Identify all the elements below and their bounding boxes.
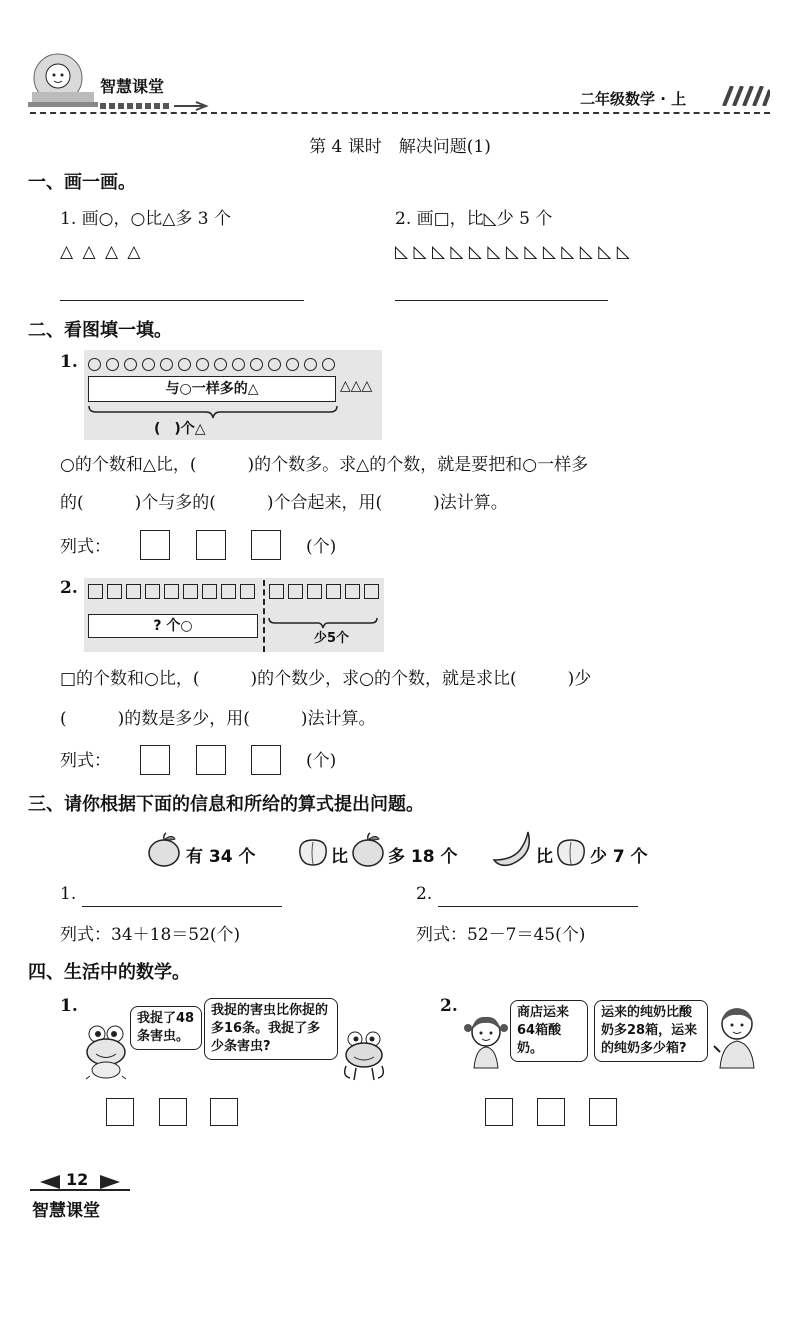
apple-icon xyxy=(146,832,182,868)
s3-info1: 有 34 个 xyxy=(186,847,256,867)
s4-q2-bubble-left: 商店运来64箱酸奶。 xyxy=(510,1000,588,1062)
s2-fig1-formula-label: 列式： xyxy=(60,537,111,557)
s1-q2-answer-line[interactable] xyxy=(395,300,608,301)
s3-q2-number: 2. xyxy=(416,884,433,904)
section-3-title: 三、请你根据下面的信息和所给的算式提出问题。 xyxy=(28,794,424,815)
apple-icon-2 xyxy=(350,832,386,868)
s2-fig1-answer-box-3[interactable] xyxy=(251,530,281,560)
s2-fig2-formula-label: 列式： xyxy=(60,751,111,771)
s2-fig2-dashed-divider xyxy=(263,580,265,652)
s4-q1-bubble-left: 我捉了48条害虫。 xyxy=(130,1006,202,1050)
s2-fig1-box: 与○一样多的△ xyxy=(88,376,336,402)
s2-fig2-number: 2. xyxy=(60,578,78,598)
s2-fig1-number: 1. xyxy=(60,352,78,372)
s1-q1-answer-line[interactable] xyxy=(60,300,304,301)
peach-icon-2 xyxy=(554,834,588,868)
header-divider xyxy=(30,112,770,114)
s2-fig2-answer-box-1[interactable] xyxy=(140,745,170,775)
s4-q1-bubble-right: 我捉的害虫比你捉的多16条。我捉了多少条害虫? xyxy=(204,998,338,1060)
s4-q2-number: 2. xyxy=(440,996,458,1016)
lesson-title: 第 4 课时 解决问题(1) xyxy=(309,137,491,157)
s2-fig2-text-line1: □的个数和○比，( )的个数少，求○的个数，就是求比( )少 xyxy=(60,669,592,689)
footer-page-number: 12 xyxy=(66,1170,89,1189)
s4-q2-answer-box-2[interactable] xyxy=(537,1098,565,1126)
s4-q2-bubble-right: 运来的纯奶比酸奶多28箱，运来的纯奶多少箱? xyxy=(594,1000,708,1062)
header-mascot xyxy=(28,52,98,108)
girl-icon xyxy=(464,1014,508,1070)
frog-right-icon xyxy=(340,1030,388,1082)
s3-info3-less: 少 7 个 xyxy=(590,847,648,867)
s3-q2-formula: 列式：52－7＝45(个) xyxy=(416,925,586,945)
header-slashes-decoration xyxy=(718,86,770,106)
header-arrow-decoration xyxy=(100,96,210,106)
s2-fig1-text-line2: 的( )个与多的( )个合起来，用( )法计算。 xyxy=(60,493,508,513)
s2-fig1-answer-box-1[interactable] xyxy=(140,530,170,560)
s3-q1-number: 1. xyxy=(60,884,77,904)
s2-fig1-brace xyxy=(88,404,338,418)
s1-q2-text: 2. 画□，比◺少 5 个 xyxy=(395,209,553,229)
s4-q2-answer-box-1[interactable] xyxy=(485,1098,513,1126)
s3-info3-compare: 比 xyxy=(536,847,553,867)
section-2-title: 二、看图填一填。 xyxy=(28,320,172,341)
s2-fig1-answer-box-2[interactable] xyxy=(196,530,226,560)
s4-q2-answer-box-3[interactable] xyxy=(589,1098,617,1126)
frog-left-icon xyxy=(84,1024,128,1080)
banana-icon xyxy=(492,830,534,870)
boy-icon xyxy=(712,1004,762,1070)
peach-icon xyxy=(296,834,330,868)
s2-fig2-box: ? 个○ xyxy=(88,614,258,638)
s3-q2-answer-line[interactable] xyxy=(438,906,638,907)
s4-q1-answer-box-1[interactable] xyxy=(106,1098,134,1126)
s3-info2-compare: 比 xyxy=(331,847,348,867)
s1-q1-text: 1. 画○，○比△多 3 个 xyxy=(60,209,231,229)
s2-fig2-unit: (个) xyxy=(306,751,337,771)
s4-q1-number: 1. xyxy=(60,996,78,1016)
section-4-title: 四、生活中的数学。 xyxy=(28,962,190,983)
s2-fig1-circles-row xyxy=(88,356,340,375)
s1-q1-triangles: △ △ △ △ xyxy=(60,242,143,262)
s2-fig2-answer-box-3[interactable] xyxy=(251,745,281,775)
footer-series-title: 智慧课堂 xyxy=(32,1201,100,1221)
s2-fig2-squares-row xyxy=(88,584,383,603)
s2-fig2-brace xyxy=(268,614,378,626)
section-1-title: 一、画一画。 xyxy=(28,172,136,193)
s2-fig2-answer-box-2[interactable] xyxy=(196,745,226,775)
s2-fig1-brace-label: ( )个△ xyxy=(154,421,206,437)
s2-fig1-extra-triangles: △△△ xyxy=(340,378,373,394)
s2-fig1-unit: (个) xyxy=(306,537,337,557)
s2-fig2-text-line2: ( )的数是多少，用( )法计算。 xyxy=(60,709,376,729)
s3-q1-formula: 列式：34＋18＝52(个) xyxy=(60,925,241,945)
s2-fig2-brace-label: 少5个 xyxy=(314,631,350,646)
s1-q2-right-triangles: ◺ ◺ ◺ ◺ ◺ ◺ ◺ ◺ ◺ ◺ ◺ ◺ ◺ xyxy=(395,242,630,262)
s3-q1-answer-line[interactable] xyxy=(82,906,282,907)
s3-info2-more: 多 18 个 xyxy=(388,847,458,867)
header-series-title: 智慧课堂 xyxy=(100,77,165,96)
s2-fig1-text-line1: ○的个数和△比，( )的个数多。求△的个数，就是要把和○一样多 xyxy=(60,455,589,475)
s4-q1-answer-box-2[interactable] xyxy=(159,1098,187,1126)
header-subject: 二年级数学 · 上 xyxy=(580,90,687,108)
s4-q1-answer-box-3[interactable] xyxy=(210,1098,238,1126)
